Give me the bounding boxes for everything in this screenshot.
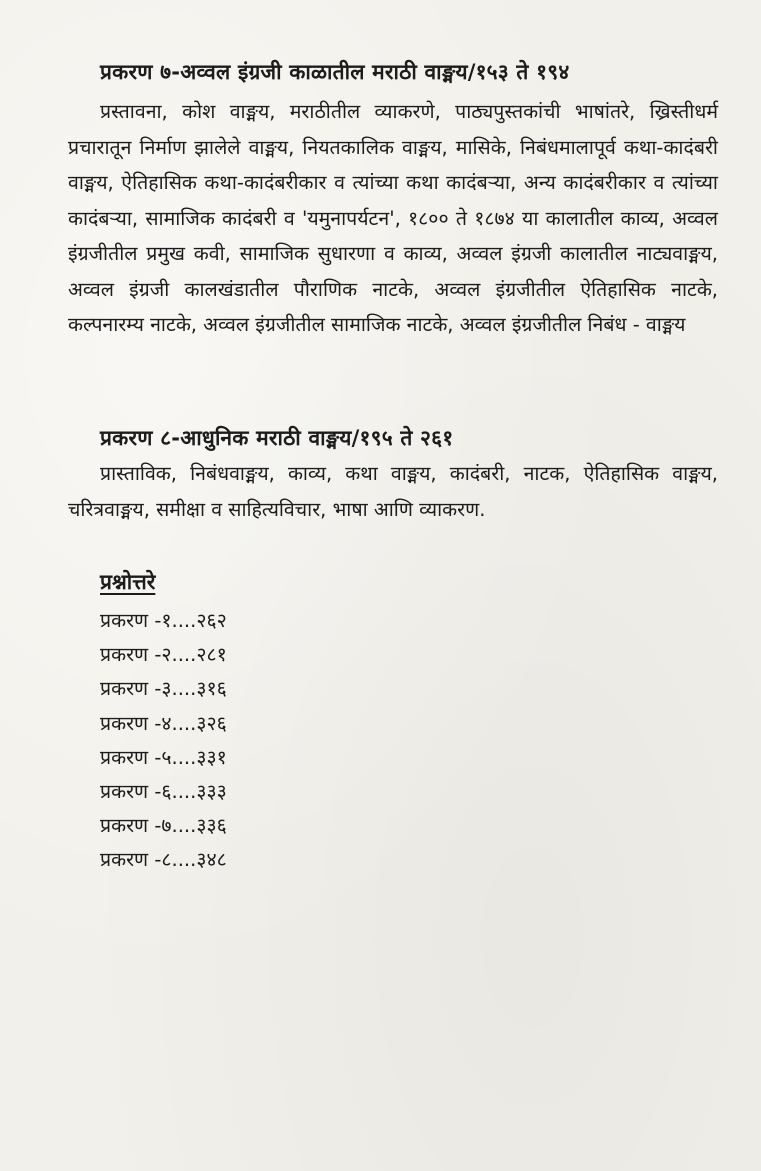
answer-list-item: प्रकरण -५....३३१ [100,745,227,769]
answer-list-item: प्रकरण -१....२६२ [100,609,227,632]
answer-list-item: प्रकरण -२....२८१ [100,643,227,667]
chapter-7-contents: प्रस्तावना, कोश वाङ्मय, मराठीतील व्याकरणे, पाठ्यपुस्तकांची भाषांतरे, ख्रिस्तीधर्म प्रचारातून निर्माण झालेले वाङ्मय, नियतकालिक वाङ्मय, मासिके, निबंधमालापूर्व कथा-कादंबरी वाङ्मय, ऐतिहासिक कथा-कादंबरीकार व त्यांच्या कथा कादंबऱ्या, अन्य कादंबरीकार व त्यांच्या कादंबऱ्या, सामाजिक कादंबरी व 'यमुनापर्यटन', १८०० ते १८७४ या कालातील काव्य, अव्वल इंग्रजीतील प्रमुख कवी, सामाजिक सुधारणा व काव्य, अव्वल इंग्रजी कालातील नाट्यवाङ्मय, अव्वल इंग्रजी कालखंडातील पौराणिक नाटके, अव्वल इंग्रजीतील ऐतिहासिक नाटके, कल्पनारम्य नाटके, अव्वल इंग्रजीतील सामाजिक नाटके, अव्वल इंग्रजीतील निबंध - वाङ्मय [68,100,718,336]
chapter-7-title: प्रकरण ७-अव्वल इंग्रजी काळातील मराठी वाङ्मय/१५३ ते १९४ [100,60,570,84]
answer-list-item: प्रकरण -६....३३३ [100,780,227,804]
answers-heading: प्रश्नोत्तरे [100,570,156,594]
answer-list-item: प्रकरण -३....३१६ [100,677,227,701]
answer-list-item: प्रकरण -८....३४८ [100,848,227,872]
answer-list-item: प्रकरण -४....३२६ [100,711,227,735]
answer-list-item: प्रकरण -७....३३६ [100,814,227,838]
chapter-8-title: प्रकरण ८-आधुनिक मराठी वाङ्मय/१९५ ते २६१ [100,426,454,450]
chapter-8-contents: प्रास्ताविक, निबंधवाङ्मय, काव्य, कथा वाङ्मय, कादंबरी, नाटक, ऐतिहासिक वाङ्मय, चरित्रवाङ्मय, समीक्षा व साहित्यविचार, भाषा आणि व्याकरण. [68,462,718,521]
answers-list [100,604,227,878]
